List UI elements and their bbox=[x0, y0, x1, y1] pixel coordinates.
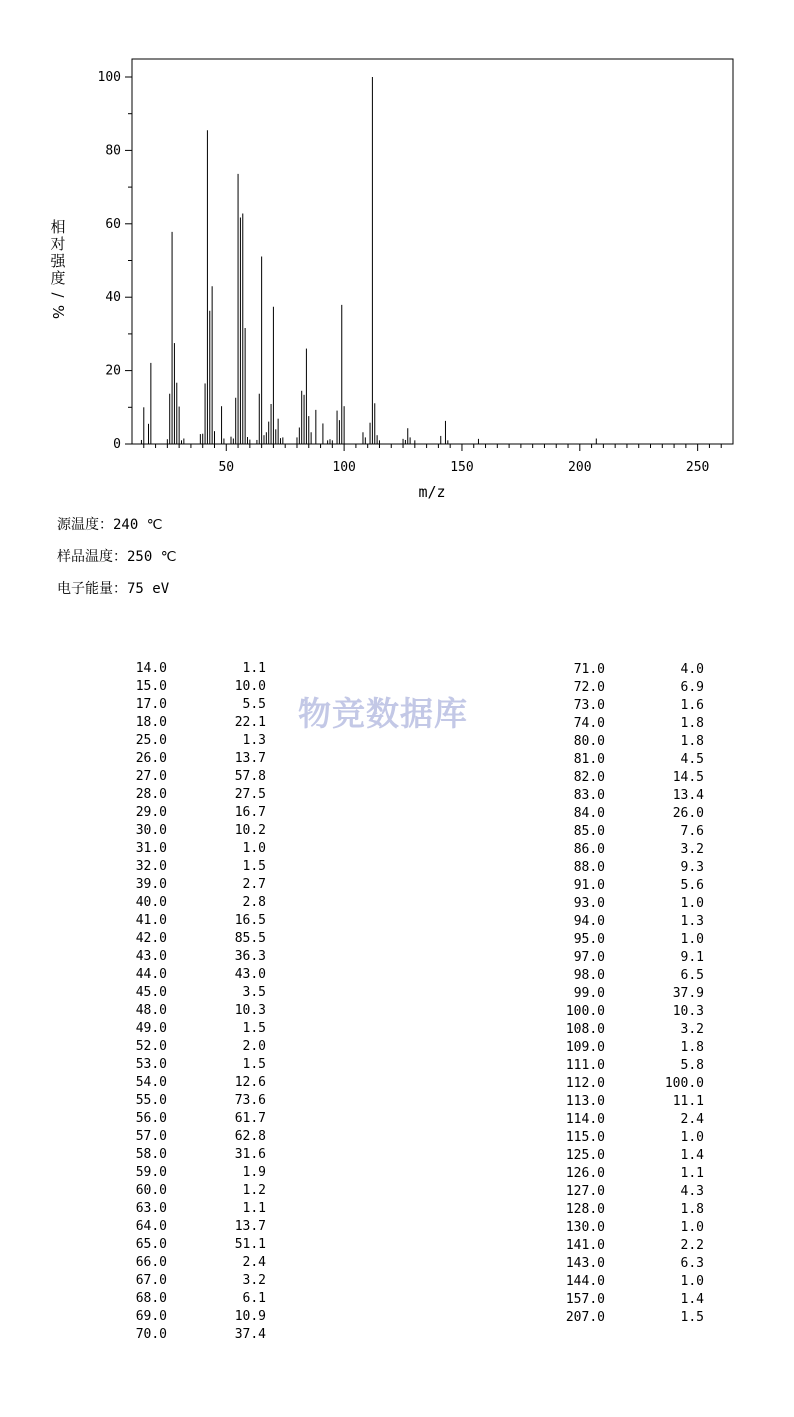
peak-abundance: 10.9 bbox=[234, 1309, 266, 1324]
peak-mz: 86.0 bbox=[573, 842, 605, 857]
peak-abundance: 3.2 bbox=[680, 842, 704, 857]
x-tick-label: 100 bbox=[332, 460, 356, 475]
condition-line bbox=[57, 546, 176, 566]
peak-abundance: 5.8 bbox=[680, 1058, 704, 1073]
peak-abundance: 6.1 bbox=[242, 1291, 266, 1306]
peak-abundance: 73.6 bbox=[234, 1093, 266, 1108]
peak-row bbox=[540, 1237, 704, 1255]
peak-mz: 68.0 bbox=[135, 1291, 167, 1306]
peak-abundance: 1.0 bbox=[242, 841, 266, 856]
peak-row bbox=[112, 786, 266, 804]
peak-abundance: 2.8 bbox=[242, 895, 266, 910]
peak-row bbox=[540, 877, 704, 895]
condition-label: 电子能量： bbox=[57, 581, 127, 597]
peak-mz: 66.0 bbox=[135, 1255, 167, 1270]
peak-mz: 73.0 bbox=[573, 698, 605, 713]
peak-row bbox=[112, 1272, 266, 1290]
peak-row bbox=[540, 805, 704, 823]
peak-abundance: 10.3 bbox=[672, 1004, 704, 1019]
peak-row bbox=[112, 858, 266, 876]
peak-row bbox=[112, 1200, 266, 1218]
peak-mz: 58.0 bbox=[135, 1147, 167, 1162]
condition-value: 240 ℃ bbox=[113, 517, 163, 533]
y-tick-label: 60 bbox=[105, 216, 121, 232]
peak-row bbox=[540, 697, 704, 715]
peak-row bbox=[112, 930, 266, 948]
x-axis-ticks bbox=[144, 444, 721, 475]
peak-mz: 63.0 bbox=[135, 1201, 167, 1216]
peak-row bbox=[112, 984, 266, 1002]
condition-line bbox=[57, 514, 162, 534]
peak-abundance: 57.8 bbox=[234, 769, 266, 784]
peak-abundance: 6.3 bbox=[680, 1256, 704, 1271]
peak-abundance: 1.8 bbox=[680, 1202, 704, 1217]
peak-table-right bbox=[540, 661, 704, 1327]
peak-mz: 54.0 bbox=[135, 1075, 167, 1090]
peak-row bbox=[112, 1164, 266, 1182]
peak-mz: 144.0 bbox=[565, 1274, 605, 1289]
peak-row bbox=[112, 696, 266, 714]
condition-line bbox=[57, 578, 169, 598]
peak-mz: 71.0 bbox=[573, 662, 605, 677]
peak-mz: 84.0 bbox=[573, 806, 605, 821]
peak-mz: 113.0 bbox=[565, 1094, 605, 1109]
peak-mz: 53.0 bbox=[135, 1057, 167, 1072]
peak-mz: 48.0 bbox=[135, 1003, 167, 1018]
peak-abundance: 4.0 bbox=[680, 662, 704, 677]
peak-row bbox=[540, 1129, 704, 1147]
peak-mz: 55.0 bbox=[135, 1093, 167, 1108]
peak-abundance: 10.3 bbox=[234, 1003, 266, 1018]
y-axis-label-char: 对 bbox=[50, 235, 66, 253]
peak-mz: 72.0 bbox=[573, 680, 605, 695]
peak-abundance: 1.0 bbox=[680, 896, 704, 911]
peak-mz: 82.0 bbox=[573, 770, 605, 785]
peak-mz: 32.0 bbox=[135, 859, 167, 874]
peak-abundance: 5.6 bbox=[680, 878, 704, 893]
peak-row bbox=[540, 895, 704, 913]
peak-mz: 60.0 bbox=[135, 1183, 167, 1198]
peak-mz: 31.0 bbox=[135, 841, 167, 856]
peak-mz: 49.0 bbox=[135, 1021, 167, 1036]
peak-mz: 115.0 bbox=[565, 1130, 605, 1145]
peak-abundance: 1.9 bbox=[242, 1165, 266, 1180]
peak-abundance: 9.3 bbox=[680, 860, 704, 875]
condition-value: 75 eV bbox=[127, 581, 170, 597]
peak-row bbox=[540, 931, 704, 949]
peak-mz: 97.0 bbox=[573, 950, 605, 965]
peak-row bbox=[112, 1128, 266, 1146]
peak-row bbox=[112, 948, 266, 966]
peak-row bbox=[112, 660, 266, 678]
peak-abundance: 5.5 bbox=[242, 697, 266, 712]
peak-row bbox=[112, 732, 266, 750]
peak-mz: 83.0 bbox=[573, 788, 605, 803]
peak-mz: 70.0 bbox=[135, 1327, 167, 1342]
peak-mz: 18.0 bbox=[135, 715, 167, 730]
peak-row bbox=[112, 1110, 266, 1128]
peak-mz: 65.0 bbox=[135, 1237, 167, 1252]
x-tick-label: 200 bbox=[568, 460, 592, 475]
peak-row bbox=[540, 1111, 704, 1129]
peak-abundance: 43.0 bbox=[234, 967, 266, 982]
peak-mz: 45.0 bbox=[135, 985, 167, 1000]
peak-row bbox=[540, 751, 704, 769]
peak-mz: 91.0 bbox=[573, 878, 605, 893]
peak-row bbox=[540, 859, 704, 877]
peak-abundance: 2.4 bbox=[242, 1255, 266, 1270]
peak-row bbox=[112, 1290, 266, 1308]
peak-row bbox=[540, 1183, 704, 1201]
peak-abundance: 12.6 bbox=[234, 1075, 266, 1090]
peak-abundance: 1.0 bbox=[680, 1274, 704, 1289]
peak-row bbox=[540, 661, 704, 679]
x-axis-label: m/z bbox=[418, 483, 446, 501]
peak-row bbox=[540, 733, 704, 751]
peak-mz: 141.0 bbox=[565, 1238, 605, 1253]
peak-row bbox=[112, 966, 266, 984]
peak-mz: 94.0 bbox=[573, 914, 605, 929]
peak-row bbox=[540, 1201, 704, 1219]
peak-row bbox=[112, 768, 266, 786]
peak-mz: 41.0 bbox=[135, 913, 167, 928]
peak-abundance: 1.3 bbox=[680, 914, 704, 929]
peak-row bbox=[540, 1291, 704, 1309]
peak-abundance: 36.3 bbox=[234, 949, 266, 964]
peak-mz: 109.0 bbox=[565, 1040, 605, 1055]
y-tick-label: 20 bbox=[105, 363, 121, 379]
peak-mz: 80.0 bbox=[573, 734, 605, 749]
peak-row bbox=[540, 823, 704, 841]
peak-mz: 85.0 bbox=[573, 824, 605, 839]
peak-row bbox=[540, 913, 704, 931]
peak-mz: 207.0 bbox=[565, 1310, 605, 1325]
peak-mz: 43.0 bbox=[135, 949, 167, 964]
peak-mz: 93.0 bbox=[573, 896, 605, 911]
peak-abundance: 4.5 bbox=[680, 752, 704, 767]
peak-abundance: 2.0 bbox=[242, 1039, 266, 1054]
peak-abundance: 51.1 bbox=[234, 1237, 266, 1252]
peak-abundance: 11.1 bbox=[672, 1094, 704, 1109]
peak-mz: 108.0 bbox=[565, 1022, 605, 1037]
peak-mz: 57.0 bbox=[135, 1129, 167, 1144]
peak-abundance: 1.3 bbox=[242, 733, 266, 748]
peak-mz: 98.0 bbox=[573, 968, 605, 983]
peak-mz: 27.0 bbox=[135, 769, 167, 784]
y-axis-label-char: / bbox=[49, 292, 67, 298]
peak-row bbox=[540, 949, 704, 967]
peak-mz: 126.0 bbox=[565, 1166, 605, 1181]
peak-row bbox=[112, 912, 266, 930]
peak-row bbox=[112, 1056, 266, 1074]
peak-row bbox=[112, 1308, 266, 1326]
peak-abundance: 2.7 bbox=[242, 877, 266, 892]
peak-row bbox=[540, 1219, 704, 1237]
peak-abundance: 37.4 bbox=[234, 1327, 266, 1342]
peak-row bbox=[540, 1147, 704, 1165]
peak-mz: 42.0 bbox=[135, 931, 167, 946]
x-tick-label: 50 bbox=[218, 460, 235, 475]
peak-mz: 30.0 bbox=[135, 823, 167, 838]
peak-row bbox=[112, 876, 266, 894]
peak-mz: 81.0 bbox=[573, 752, 605, 767]
peak-abundance: 62.8 bbox=[234, 1129, 266, 1144]
peak-mz: 64.0 bbox=[135, 1219, 167, 1234]
peak-abundance: 3.5 bbox=[242, 985, 266, 1000]
peak-abundance: 14.5 bbox=[672, 770, 704, 785]
peak-abundance: 27.5 bbox=[234, 787, 266, 802]
peak-mz: 25.0 bbox=[135, 733, 167, 748]
peak-abundance: 22.1 bbox=[234, 715, 266, 730]
peak-mz: 69.0 bbox=[135, 1309, 167, 1324]
peak-abundance: 100.0 bbox=[664, 1076, 704, 1091]
peak-row bbox=[112, 822, 266, 840]
watermark: 物竞数据库 bbox=[298, 694, 468, 733]
peak-abundance: 16.5 bbox=[234, 913, 266, 928]
peak-mz: 15.0 bbox=[135, 679, 167, 694]
peak-row bbox=[540, 787, 704, 805]
peak-abundance: 10.0 bbox=[234, 679, 266, 694]
peak-abundance: 1.5 bbox=[242, 1021, 266, 1036]
peak-mz: 88.0 bbox=[573, 860, 605, 875]
peak-mz: 52.0 bbox=[135, 1039, 167, 1054]
peak-mz: 114.0 bbox=[565, 1112, 605, 1127]
peak-mz: 17.0 bbox=[135, 697, 167, 712]
peak-mz: 39.0 bbox=[135, 877, 167, 892]
peak-abundance: 85.5 bbox=[234, 931, 266, 946]
peak-row bbox=[112, 1038, 266, 1056]
peak-abundance: 16.7 bbox=[234, 805, 266, 820]
peak-mz: 67.0 bbox=[135, 1273, 167, 1288]
peak-row bbox=[540, 1273, 704, 1291]
peak-mz: 100.0 bbox=[565, 1004, 605, 1019]
peak-abundance: 1.1 bbox=[242, 1201, 266, 1216]
peak-row bbox=[540, 967, 704, 985]
peak-abundance: 1.2 bbox=[242, 1183, 266, 1198]
y-axis-label-char: 度 bbox=[50, 269, 66, 287]
peak-abundance: 3.2 bbox=[680, 1022, 704, 1037]
peak-row bbox=[112, 1020, 266, 1038]
peak-row bbox=[112, 678, 266, 696]
peak-abundance: 31.6 bbox=[234, 1147, 266, 1162]
peak-mz: 130.0 bbox=[565, 1220, 605, 1235]
peak-mz: 28.0 bbox=[135, 787, 167, 802]
peak-row bbox=[540, 1075, 704, 1093]
peak-abundance: 1.4 bbox=[680, 1148, 704, 1163]
condition-value: 250 ℃ bbox=[127, 549, 177, 565]
peak-row bbox=[540, 769, 704, 787]
peak-row bbox=[112, 1092, 266, 1110]
y-tick-label: 0 bbox=[113, 437, 121, 452]
peak-abundance: 3.2 bbox=[242, 1273, 266, 1288]
peak-abundance: 7.6 bbox=[680, 824, 704, 839]
y-tick-label: 80 bbox=[105, 143, 121, 159]
peak-abundance: 1.5 bbox=[242, 859, 266, 874]
y-axis-label bbox=[49, 218, 67, 319]
peak-mz: 157.0 bbox=[565, 1292, 605, 1307]
peak-row bbox=[540, 985, 704, 1003]
peak-abundance: 1.8 bbox=[680, 716, 704, 731]
peak-abundance: 2.4 bbox=[680, 1112, 704, 1127]
y-axis-label-char: 强 bbox=[50, 252, 66, 270]
peak-bars bbox=[141, 77, 596, 444]
peak-row bbox=[112, 894, 266, 912]
peak-row bbox=[112, 1326, 266, 1344]
peak-row bbox=[112, 1146, 266, 1164]
peak-row bbox=[540, 1003, 704, 1021]
peak-table-left bbox=[112, 660, 266, 1344]
peak-row bbox=[540, 679, 704, 697]
peak-row bbox=[540, 1309, 704, 1327]
peak-abundance: 6.5 bbox=[680, 968, 704, 983]
peak-row bbox=[112, 1002, 266, 1020]
peak-row bbox=[540, 1255, 704, 1273]
y-tick-label: 100 bbox=[97, 70, 121, 85]
peak-mz: 128.0 bbox=[565, 1202, 605, 1217]
peak-abundance: 9.1 bbox=[680, 950, 704, 965]
peak-mz: 74.0 bbox=[573, 716, 605, 731]
peak-row bbox=[112, 840, 266, 858]
peak-mz: 112.0 bbox=[565, 1076, 605, 1091]
peak-row bbox=[540, 1021, 704, 1039]
peak-abundance: 1.0 bbox=[680, 1220, 704, 1235]
peak-row bbox=[540, 841, 704, 859]
y-axis-label-char: % bbox=[49, 304, 67, 320]
peak-mz: 143.0 bbox=[565, 1256, 605, 1271]
peak-row bbox=[540, 1039, 704, 1057]
peak-mz: 56.0 bbox=[135, 1111, 167, 1126]
x-tick-label: 150 bbox=[450, 460, 474, 475]
peak-mz: 125.0 bbox=[565, 1148, 605, 1163]
peak-mz: 127.0 bbox=[565, 1184, 605, 1199]
peak-row bbox=[540, 1057, 704, 1075]
peak-abundance: 13.4 bbox=[672, 788, 704, 803]
peak-mz: 40.0 bbox=[135, 895, 167, 910]
peak-row bbox=[112, 1254, 266, 1272]
peak-abundance: 13.7 bbox=[234, 1219, 266, 1234]
peak-row bbox=[540, 1165, 704, 1183]
peak-mz: 29.0 bbox=[135, 805, 167, 820]
peak-row bbox=[112, 1182, 266, 1200]
peak-abundance: 1.0 bbox=[680, 1130, 704, 1145]
peak-abundance: 1.5 bbox=[242, 1057, 266, 1072]
peak-mz: 111.0 bbox=[565, 1058, 605, 1073]
peak-abundance: 1.8 bbox=[680, 1040, 704, 1055]
peak-mz: 99.0 bbox=[573, 986, 605, 1001]
condition-label: 样品温度： bbox=[57, 549, 127, 565]
peak-abundance: 1.5 bbox=[680, 1310, 704, 1325]
peak-abundance: 1.0 bbox=[680, 932, 704, 947]
peak-abundance: 13.7 bbox=[234, 751, 266, 766]
peak-abundance: 37.9 bbox=[672, 986, 704, 1001]
plot-frame bbox=[132, 59, 733, 444]
peak-abundance: 1.1 bbox=[242, 661, 266, 676]
peak-mz: 14.0 bbox=[135, 661, 167, 676]
peak-mz: 44.0 bbox=[135, 967, 167, 982]
mass-spectrum-chart bbox=[0, 0, 794, 510]
peak-row bbox=[112, 714, 266, 732]
peak-mz: 59.0 bbox=[135, 1165, 167, 1180]
peak-abundance: 1.4 bbox=[680, 1292, 704, 1307]
peak-row bbox=[540, 715, 704, 733]
peak-row bbox=[112, 1236, 266, 1254]
x-tick-label: 250 bbox=[685, 460, 710, 475]
peak-abundance: 2.2 bbox=[680, 1238, 704, 1253]
peak-row bbox=[112, 750, 266, 768]
peak-row bbox=[112, 1218, 266, 1236]
peak-row bbox=[112, 804, 266, 822]
y-axis-label-char: 相 bbox=[50, 218, 66, 236]
peak-mz: 26.0 bbox=[135, 751, 167, 766]
peak-row bbox=[112, 1074, 266, 1092]
y-axis-ticks bbox=[98, 70, 132, 452]
peak-abundance: 1.1 bbox=[680, 1166, 704, 1181]
peak-mz: 95.0 bbox=[573, 932, 605, 947]
peak-abundance: 1.6 bbox=[680, 698, 704, 713]
condition-label: 源温度： bbox=[57, 517, 113, 533]
peak-abundance: 10.2 bbox=[234, 823, 266, 838]
peak-abundance: 26.0 bbox=[672, 806, 704, 821]
peak-abundance: 6.9 bbox=[680, 680, 704, 695]
peak-abundance: 1.8 bbox=[680, 734, 704, 749]
peak-abundance: 61.7 bbox=[234, 1111, 266, 1126]
peak-row bbox=[540, 1093, 704, 1111]
y-tick-label: 40 bbox=[105, 290, 121, 306]
peak-abundance: 4.3 bbox=[680, 1184, 704, 1199]
